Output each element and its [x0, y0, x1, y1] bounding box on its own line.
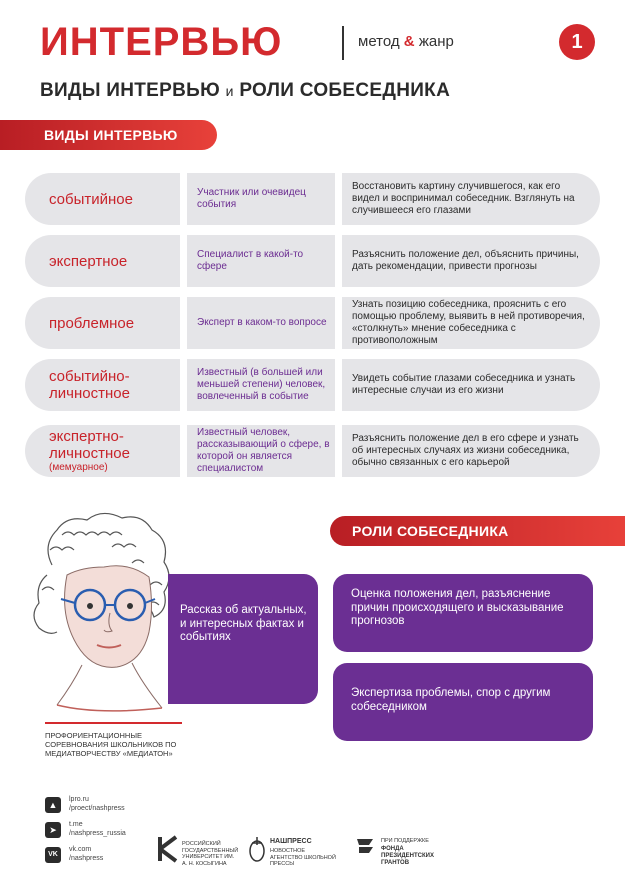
table-row	[25, 425, 600, 477]
type-note: (мемуарное)	[49, 462, 108, 473]
link-path: /nashpress	[69, 855, 104, 862]
type-name: проблемное	[49, 314, 135, 332]
table-row	[25, 173, 600, 225]
nashpress-desc: НОВОСТНОЕ АГЕНТСТВО ШКОЛЬНОЙ ПРЕССЫ	[270, 848, 336, 867]
section-ribbon-types: ВИДЫ ИНТЕРВЬЮ	[0, 120, 217, 150]
type-cell	[25, 297, 180, 349]
lpro-icon: ▲	[45, 797, 61, 813]
university-logo	[158, 835, 238, 867]
link-vk[interactable]	[45, 845, 175, 863]
link-path: /nashpress_russia	[69, 830, 126, 837]
university-logo-icon	[158, 835, 180, 863]
who-cell: Эксперт в каком-то вопросе	[187, 297, 335, 349]
telegram-icon: ➤	[45, 822, 61, 838]
type-name: событийное	[49, 190, 133, 208]
link-telegram[interactable]	[45, 820, 175, 838]
footer-divider	[45, 722, 182, 724]
contest-caption: ПРОФОРИЕНТАЦИОННЫЕ СОРЕВНОВАНИЯ ШКОЛЬНИКОВ ПО МЕДИАТВОРЧЕСТВУ «МЕДИАТОН»	[45, 731, 177, 758]
nashpress-logo-icon	[248, 835, 266, 863]
subtitle-part1: ВИДЫ ИНТЕРВЬЮ	[40, 80, 220, 101]
type-name: событийно-личностное	[49, 368, 130, 402]
goal-cell: Восстановить картину случившегося, как его видел и воспринимал собеседник. Взглянуть на случившееся его глазами	[342, 173, 600, 225]
subtitle-connector: и	[225, 83, 234, 99]
link-text	[69, 820, 126, 838]
type-cell	[25, 425, 180, 477]
grants-name: ФОНДА ПРЕЗИДЕНТСКИХ ГРАНТОВ	[381, 846, 434, 866]
tagline	[358, 33, 454, 50]
page-number-badge: 1	[559, 24, 595, 60]
university-logo-text: РОССИЙСКИЙ ГОСУДАРСТВЕННЫЙ УНИВЕРСИТЕТ ИМ. А. Н. КОСЫГИНА	[182, 841, 239, 867]
role-card-expertise: Экспертиза проблемы, спор с другим собеседником	[333, 663, 593, 741]
tagline-method: метод	[358, 33, 400, 50]
who-cell: Известный (в большей или меньшей степени) человек, вовлеченный в событие	[187, 359, 335, 411]
who-cell: Участник или очевидец события	[187, 173, 335, 225]
type-name: экспертное	[49, 252, 128, 270]
link-lpro[interactable]	[45, 795, 175, 813]
portrait-illustration	[12, 505, 187, 715]
grants-logo-icon	[355, 835, 377, 859]
link-domain: lpro.ru	[69, 796, 89, 803]
vk-icon: VK	[45, 847, 61, 863]
type-name: экспертно-личностное	[49, 428, 130, 462]
table-row	[25, 297, 600, 349]
link-domain: t.me	[69, 821, 83, 828]
grants-logo	[355, 835, 465, 867]
table-row	[25, 235, 600, 287]
page-subtitle	[40, 80, 450, 102]
grants-support: ПРИ ПОДДЕРЖКЕ	[381, 838, 429, 844]
tagline-genre: жанр	[418, 33, 454, 50]
type-cell	[25, 235, 180, 287]
header	[40, 18, 600, 78]
type-cell	[25, 359, 180, 411]
goal-cell: Разъяснить положение дел в его сфере и узнать об интересных случаях из жизни собеседника, обычно связанных с его карьерой	[342, 425, 600, 477]
type-cell	[25, 173, 180, 225]
goal-cell: Разъяснить положение дел, объяснить причины, дать рекомендации, привести прогнозы	[342, 235, 600, 287]
section-ribbon-roles: РОЛИ СОБЕСЕДНИКА	[330, 516, 625, 546]
title-divider	[342, 26, 344, 60]
nashpress-logo	[248, 835, 338, 867]
role-card-story: Рассказ об актуальных, и интересных фактах и событиях	[168, 574, 318, 704]
role-card-assessment: Оценка положения дел, разъяснение причин происходящего и высказывание прогнозов	[333, 574, 593, 652]
link-path: /proect/nashpress	[69, 805, 125, 812]
tagline-ampersand: &	[403, 33, 415, 50]
who-cell: Известный человек, рассказывающий о сфере, в которой он является специалистом	[187, 425, 335, 477]
goal-cell: Увидеть событие глазами собеседника и узнать интересные случаи из его жизни	[342, 359, 600, 411]
nashpress-name: НАШПРЕСС	[270, 838, 312, 845]
subtitle-part2: РОЛИ СОБЕСЕДНИКА	[239, 80, 451, 101]
who-cell: Специалист в какой-то сфере	[187, 235, 335, 287]
table-row	[25, 359, 600, 411]
link-text	[69, 845, 103, 863]
link-domain: vk.com	[69, 846, 92, 853]
page-title: ИНТЕРВЬЮ	[40, 20, 283, 64]
link-text	[69, 795, 125, 813]
goal-cell: Узнать позицию собеседника, прояснить с его помощью проблему, выявить в ней противоречия, «столкнуть» мнение собеседника с противоположным	[342, 297, 600, 349]
